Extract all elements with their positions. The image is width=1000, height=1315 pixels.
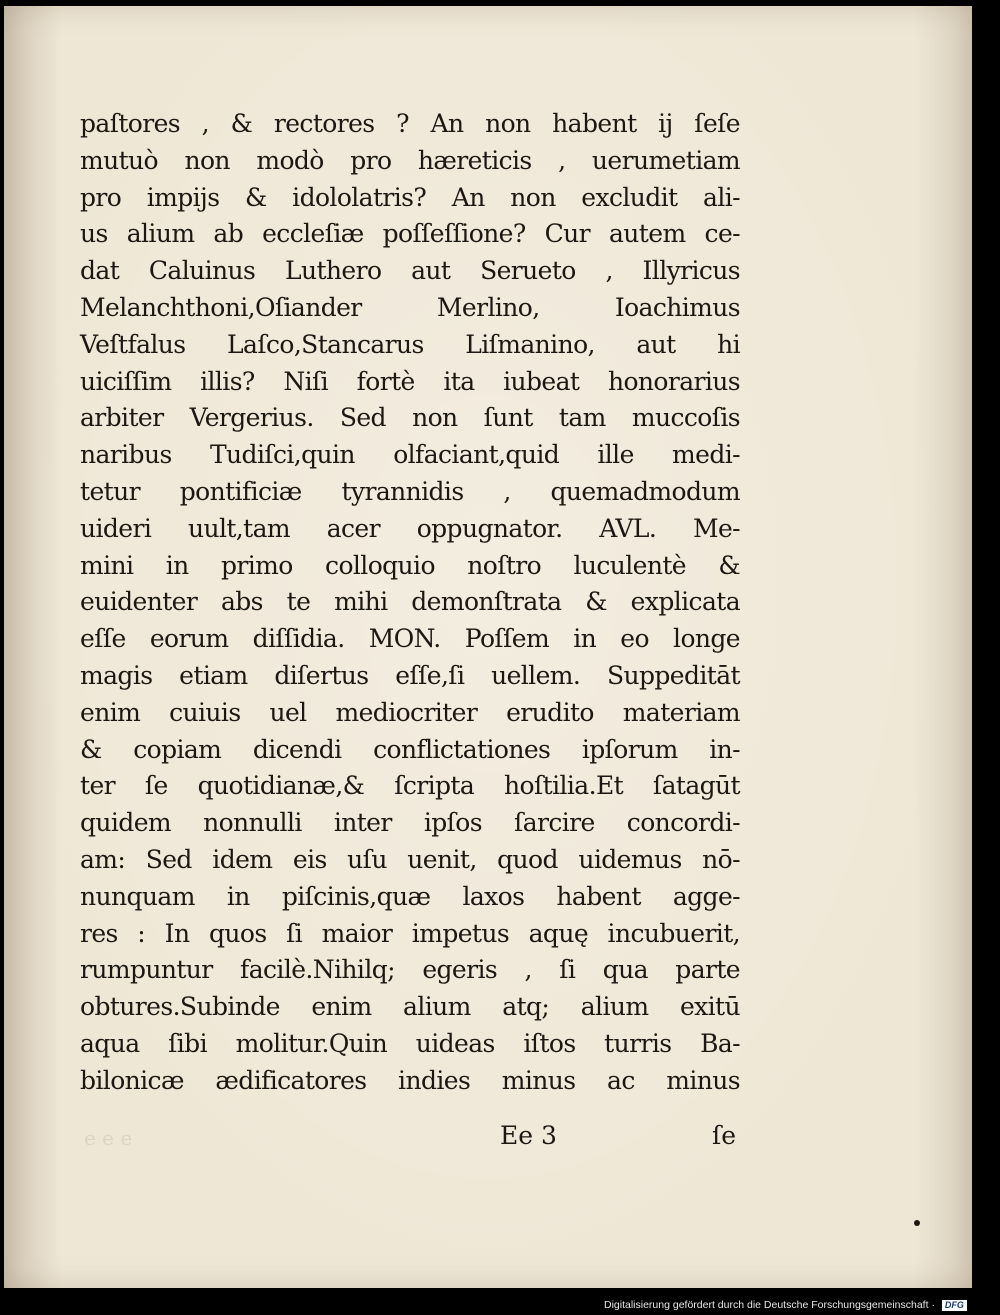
book-page [4, 6, 972, 1288]
text-line: res : In quos ſi maior impetus aquę incubuerit, [80, 918, 740, 948]
text-line: quidem nonnulli inter ipſos ſarcire concordi- [80, 808, 740, 838]
text-line: Melanchthoni,Oſiander Merlino, Ioachimus [80, 292, 740, 322]
text-line: arbiter Vergerius. Sed non ſunt tam muccoſis [80, 403, 740, 433]
text-line: naribus Tudiſci,quin olfaciant,quid ille medi- [80, 440, 740, 470]
text-line: enim cuiuis uel mediocriter erudito materiam [80, 697, 740, 727]
text-line: dat Caluinus Luthero aut Serueto , Illyricus [80, 256, 740, 286]
digitization-credit [604, 1299, 967, 1311]
text-line: magis etiam diſertus eſſe,ſi uellem. Suppeditāt [80, 660, 740, 690]
text-line: bilonicæ ædificatores indies minus ac minus [80, 1065, 740, 1095]
text-line: us alium ab eccleſiæ poſſeſſione? Cur autem ce- [80, 219, 740, 249]
credit-text: Digitalisierung gefördert durch die Deutsche Forschungsgemeinschaft [604, 1299, 929, 1311]
bleed-through-mark: ɘ ɘ ɘ [84, 1126, 133, 1150]
text-line: rumpuntur facilè.Nihilq; egeris , ſi qua parte [80, 955, 740, 985]
catchword: ſe [711, 1121, 736, 1150]
body-text [80, 106, 740, 1100]
credit-separator: · [931, 1299, 935, 1311]
text-line: am: Sed idem eis uſu uenit, quod uidemus nō- [80, 844, 740, 874]
ink-speck [914, 1220, 920, 1226]
text-line: & copiam dicendi conflictationes ipſorum in- [80, 734, 740, 764]
text-line: aqua ſibi molitur.Quin uideas iſtos turris Ba- [80, 1028, 740, 1058]
signature-mark: Ee 3 [500, 1121, 557, 1150]
text-line: ter ſe quotidianæ,& ſcripta hoſtilia.Et ſatagūt [80, 771, 740, 801]
text-line: pro impijs & idololatris? An non excludit ali- [80, 182, 740, 212]
dfg-logo-icon: DFG [942, 1300, 967, 1311]
page-footer [80, 1121, 740, 1161]
text-line: tetur pontificiæ tyrannidis , quemadmodum [80, 476, 740, 506]
text-line: mutuò non modò pro hæreticis , uerumetiam [80, 145, 740, 175]
text-line: Veſtfalus Laſco,Stancarus Liſmanino, aut hi [80, 329, 740, 359]
text-line: eſſe eorum diſſidia. MON. Poſſem in eo longe [80, 624, 740, 654]
text-line: euidenter abs te mihi demonſtrata & explicata [80, 587, 740, 617]
text-line: mini in primo colloquio noſtro luculentè & [80, 550, 740, 580]
text-line: paſtores , & rectores ? An non habent ij ſeſe [80, 109, 740, 138]
text-line: nunquam in piſcinis,quæ laxos habent agge- [80, 881, 740, 911]
text-line: obtures.Subinde enim alium atq; alium exitū [80, 992, 740, 1022]
text-line: uideri uult,tam acer oppugnator. AVL. Me- [80, 513, 740, 543]
text-line: uiciſſim illis? Niſi fortè ita iubeat honorarius [80, 366, 740, 396]
